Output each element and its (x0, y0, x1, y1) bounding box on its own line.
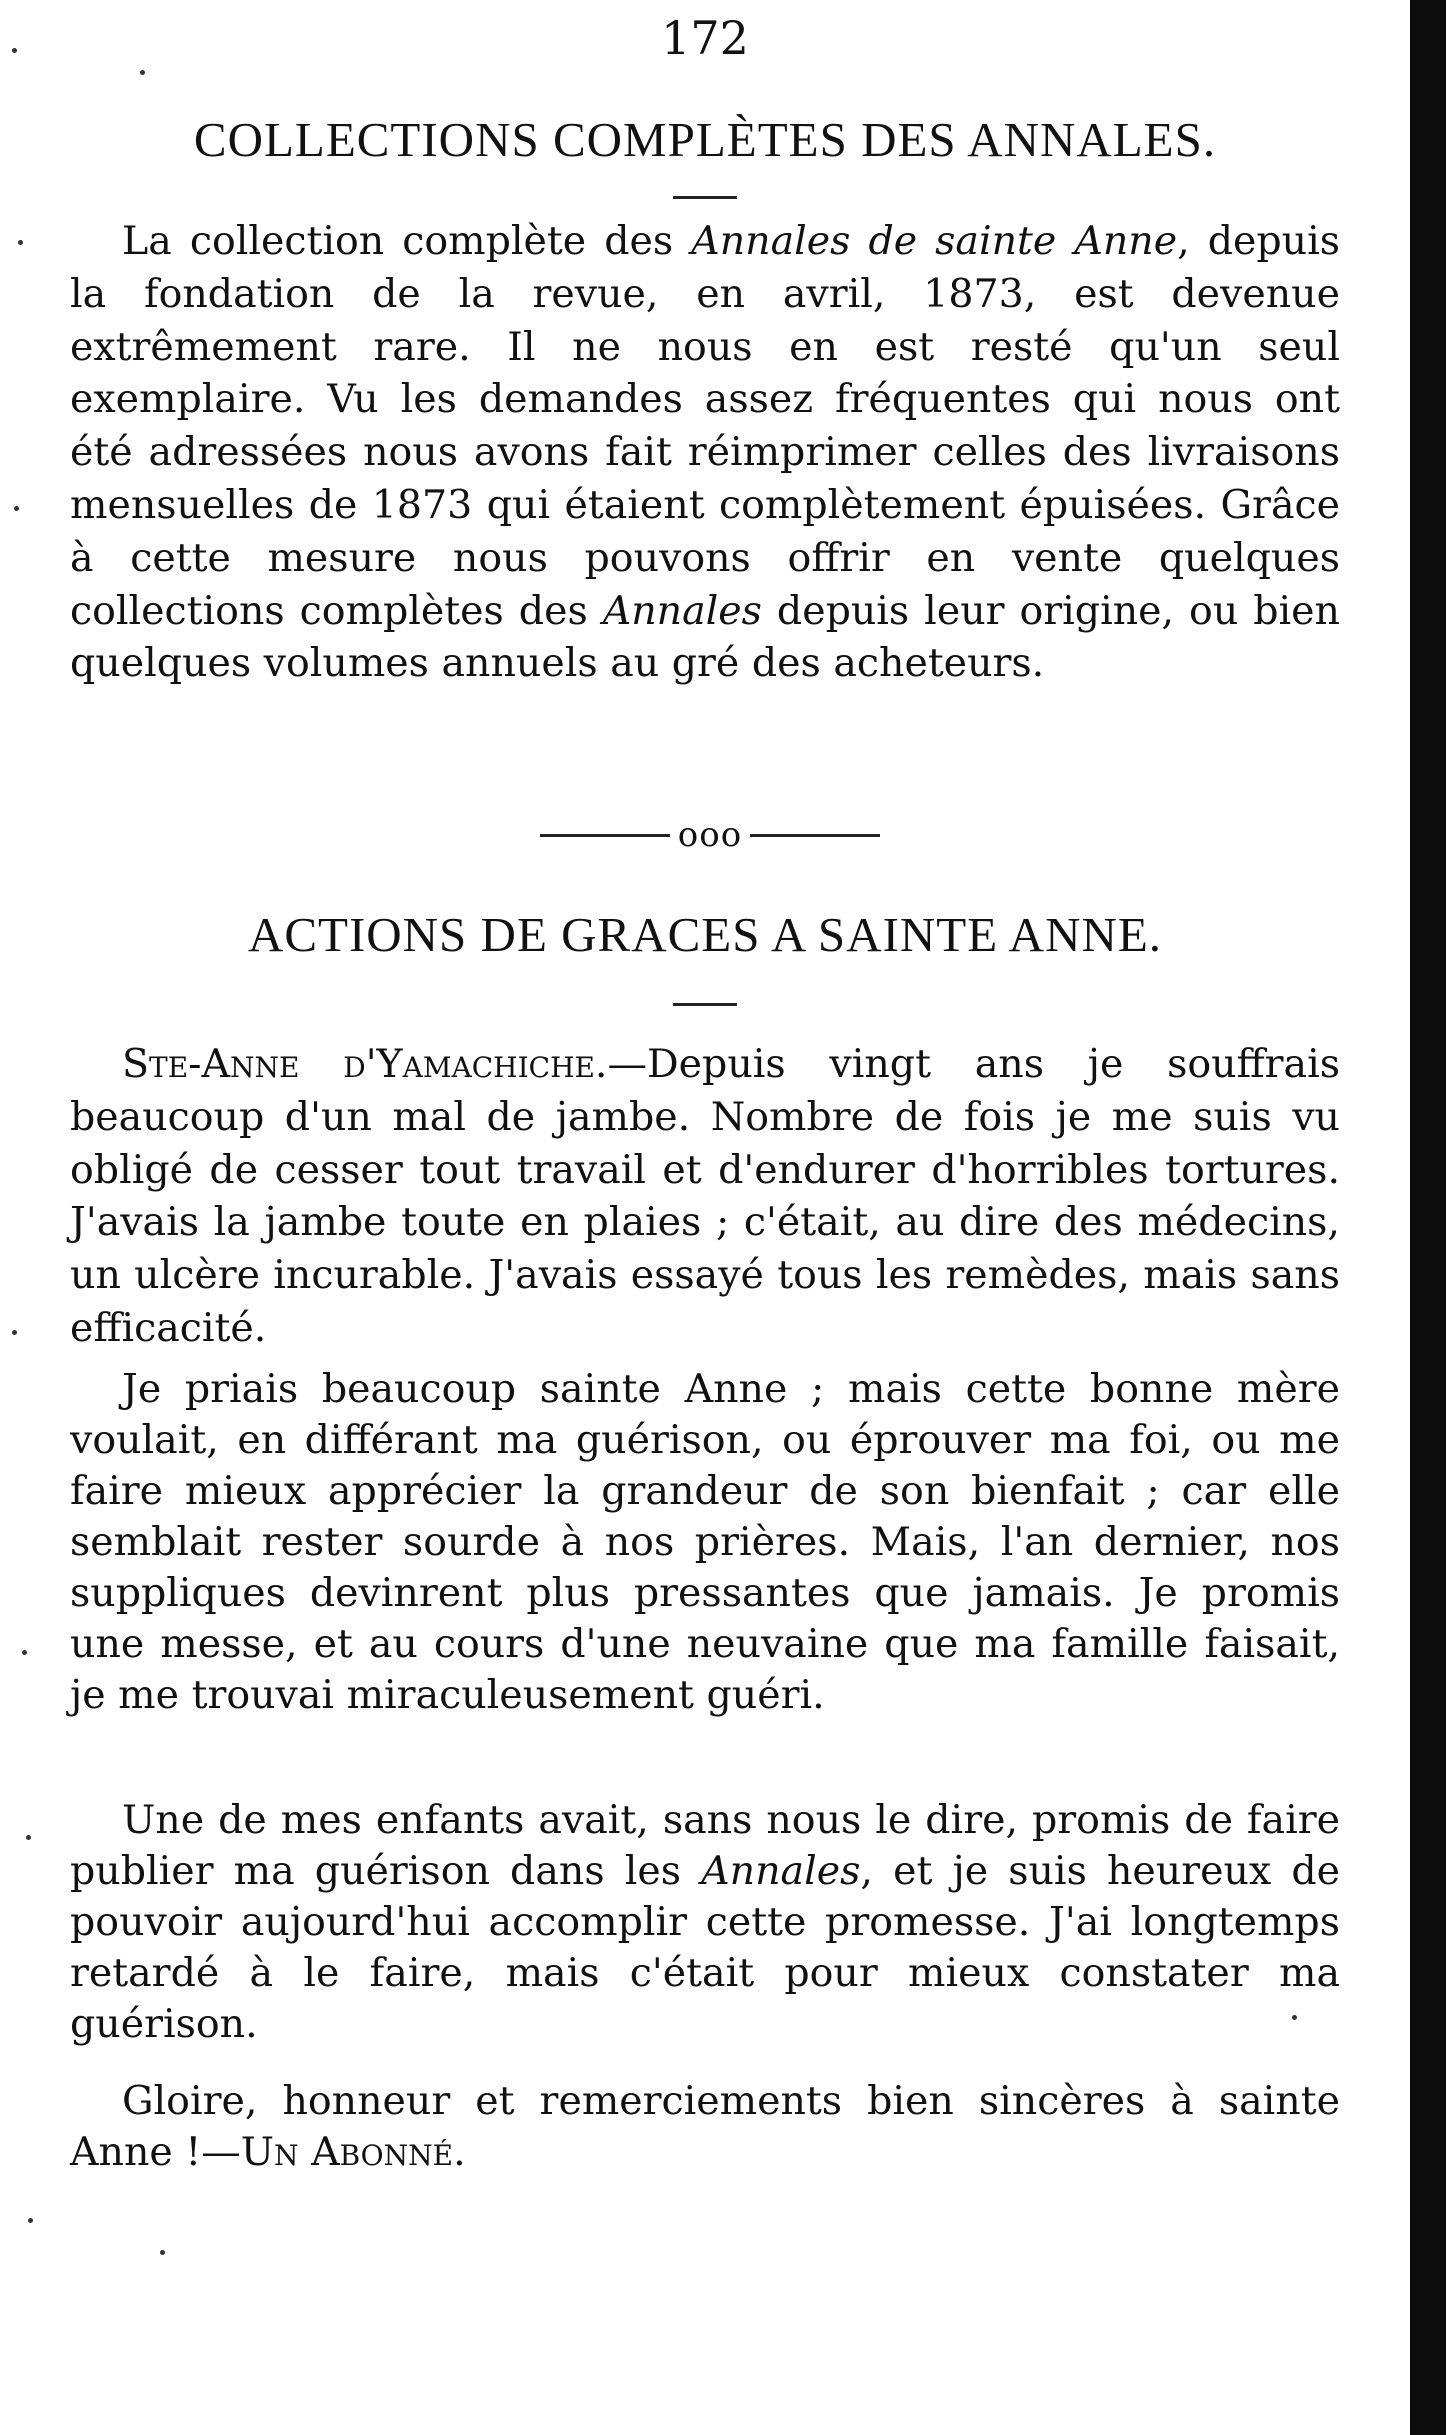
journal-title: Annales (602, 587, 762, 634)
scan-speck (28, 2218, 33, 2223)
scan-speck (14, 506, 19, 511)
separator-ornament: ooo (677, 815, 743, 855)
scan-speck (140, 70, 145, 75)
separator-line (540, 834, 670, 837)
page-edge-bar (1410, 0, 1446, 2435)
testimony-paragraph-4: Gloire, honneur et remerciements bien sincères à sainte Anne !—Un Abonné. (70, 2078, 1340, 2175)
testimony-paragraph-2: Je priais beaucoup sainte Anne ; mais cette bonne mère voulait, en différant ma guérison, ou éprouver ma foi, ou me faire mieux apprécier la grandeur de son bienfait ; car elle semblait rester sourde à nos prières. Mais, l'an dernier, nos suppliques devinrent plus pressantes que jamais. Je promis une messe, et au cours d'une neuvaine que ma famille faisait, je me trouvai miraculeusement guéri. (70, 1366, 1340, 1718)
scan-speck (12, 48, 17, 53)
journal-title: Annales (701, 1848, 861, 1894)
page-number: 172 (661, 11, 749, 65)
scan-speck (12, 1330, 17, 1335)
place-name: Ste-Anne d'Yamachiche. (122, 1041, 608, 1087)
title-rule (673, 1003, 737, 1006)
scan-speck (22, 1650, 27, 1655)
scan-speck (18, 240, 23, 245)
journal-title: Annales de sainte Anne (691, 218, 1178, 264)
scan-speck (1292, 2015, 1297, 2020)
scan-speck (160, 2250, 165, 2255)
section-separator (510, 805, 910, 865)
scan-speck (26, 1835, 31, 1840)
signature: Un Abonné. (240, 2129, 466, 2175)
testimony-paragraph-3: Une de mes enfants avait, sans nous le dire, promis de faire publier ma guérison dans les Annales, et je suis heureux de pouvoir aujourd'hui accomplir cette promesse. J'ai longtemps retardé à le faire, mais c'était pour mieux constater ma guérison. (70, 1797, 1340, 2047)
section-title-actions-de-graces: ACTIONS DE GRACES A SAINTE ANNE. (247, 907, 1163, 962)
title-rule (673, 196, 737, 199)
collections-paragraph: La collection complète des Annales de sainte Anne, depuis la fondation de la revue, en avril, 1873, est devenue extrêmement rare. Il ne nous en est resté qu'un seul exemplaire. Vu les demandes assez fréquentes qui nous ont été adressées nous avons fait réimprimer celles des livraisons mensuelles de 1873 qui étaient complètement épuisées. Grâce à cette mesure nous pouvons offrir en vente quelques collections complètes des Annales depuis leur origine, ou bien quelques volumes annuels au gré des acheteurs. (70, 218, 1340, 687)
testimony-paragraph-1: Ste-Anne d'Yamachiche.—Depuis vingt ans je souffrais beaucoup d'un mal de jambe. Nombre de fois je me suis vu obligé de cesser tout travail et d'endurer d'horribles tortures. J'avais la jambe toute en plaies ; c'était, au dire des médecins, un ulcère incurable. J'avais essayé tous les remèdes, mais sans efficacité. (70, 1041, 1341, 1351)
section-title-collections: COLLECTIONS COMPLÈTES DES ANNALES. (193, 112, 1217, 167)
separator-line (750, 834, 880, 837)
